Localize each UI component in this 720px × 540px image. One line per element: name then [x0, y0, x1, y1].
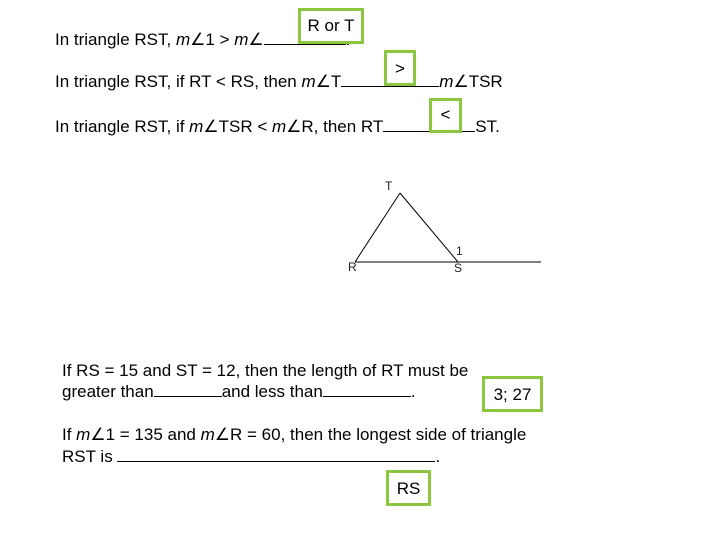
q4-line1: If RS = 15 and ST = 12, then the length of RT must be	[62, 361, 469, 380]
q3-m: m	[189, 117, 204, 136]
q1-num: 1 >	[205, 30, 235, 49]
q2-answer: >	[395, 59, 405, 78]
vertex-label-r: R	[348, 260, 357, 274]
q5-line1b: 1 = 135 and	[105, 425, 201, 444]
q5-blank	[117, 447, 435, 462]
question-4-line-1	[62, 361, 468, 381]
angle-symbol: ∠	[453, 72, 469, 91]
angle-symbol: ∠	[214, 425, 231, 444]
q4-answer: 3; 27	[493, 385, 532, 404]
q5-answer-box	[386, 470, 431, 506]
q5-answer: RS	[396, 479, 421, 498]
q5-line1a: If	[62, 425, 77, 444]
q2-tsr: TSR	[468, 72, 503, 91]
q4-answer-box	[482, 376, 543, 412]
q3-answer: <	[440, 105, 451, 124]
question-4-line-2	[62, 382, 416, 402]
angle-symbol: ∠	[90, 425, 106, 444]
q4-line2a: greater than	[62, 382, 154, 401]
q5-line2: RST is	[62, 447, 113, 466]
q4-line2c: .	[410, 382, 416, 401]
q2-m2: m	[439, 72, 454, 91]
segment-ts	[400, 193, 458, 262]
q4-blank-1	[154, 382, 222, 397]
q2-m: m	[301, 72, 316, 91]
q2-t: T	[330, 72, 342, 91]
q3-end: ST.	[475, 117, 500, 136]
q1-m2: m	[234, 30, 249, 49]
q1-m: m	[175, 30, 191, 49]
question-5-line-2	[62, 447, 440, 467]
q1-text: In triangle RST,	[55, 30, 176, 49]
angle-symbol: ∠	[203, 117, 219, 136]
q3-tsr: TSR <	[218, 117, 272, 136]
segment-rt	[355, 193, 400, 262]
q2-text: In triangle RST, if RT < RS, then	[55, 72, 302, 91]
vertex-label-s: S	[454, 261, 463, 275]
question-5-line-1	[62, 425, 526, 445]
angle-symbol: ∠	[248, 30, 264, 49]
vertex-label-t: T	[385, 179, 393, 193]
angle-symbol: ∠	[190, 30, 206, 49]
q3-r: R, then RT	[301, 117, 384, 136]
q5-m2: m	[200, 425, 215, 444]
q5-end: .	[435, 447, 441, 466]
q4-blank-2	[323, 382, 411, 397]
angle-symbol: ∠	[315, 72, 331, 91]
angle-label-1: 1	[456, 244, 463, 258]
angle-symbol: ∠	[286, 117, 302, 136]
q5-m: m	[76, 425, 91, 444]
q3-text: In triangle RST, if	[55, 117, 190, 136]
q3-m2: m	[271, 117, 287, 136]
q5-line1c: R = 60, then the longest side of triangle	[230, 425, 527, 444]
q1-answer: R or T	[307, 16, 355, 35]
q4-line2b: and less than	[221, 382, 323, 401]
